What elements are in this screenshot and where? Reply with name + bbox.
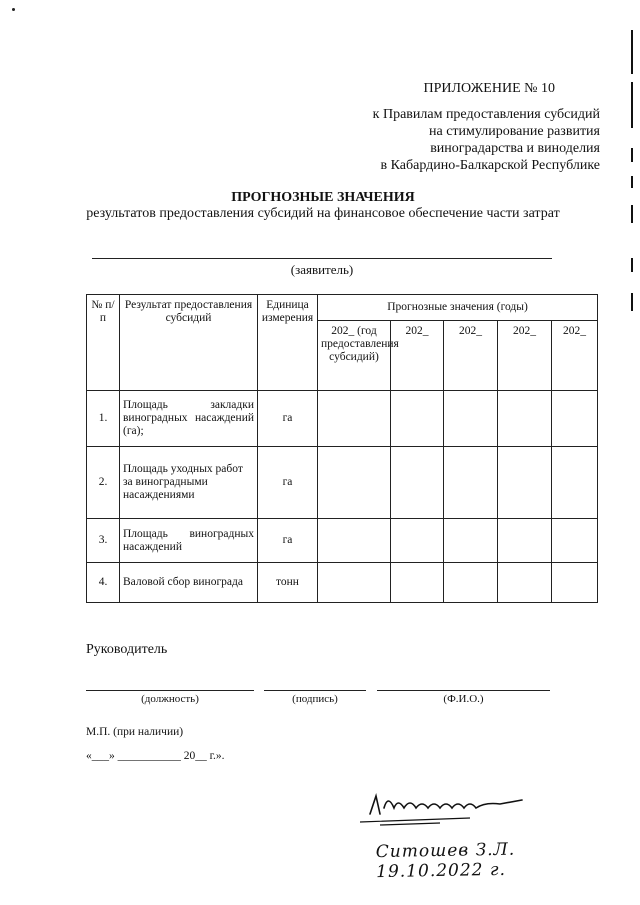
value-cell[interactable] (498, 519, 552, 563)
value-cell[interactable] (552, 519, 598, 563)
value-cell[interactable] (552, 563, 598, 603)
value-cell[interactable] (498, 391, 552, 447)
value-cell[interactable] (552, 447, 598, 519)
document-title (80, 190, 566, 222)
value-cell[interactable] (391, 391, 444, 447)
row-num: 3. (87, 519, 120, 563)
name-fill-line[interactable] (377, 690, 550, 691)
handwritten-signature (340, 788, 530, 830)
table-row (87, 519, 598, 563)
signature-label: (подпись) (292, 693, 338, 705)
header-year: 202_ (444, 321, 498, 391)
row-result: Площадь уходных работ за виноградными насаждениями (120, 447, 258, 519)
scan-dot (12, 8, 15, 11)
row-unit: га (258, 391, 318, 447)
row-num: 4. (87, 563, 120, 603)
header-year: 202_ (391, 321, 444, 391)
table-row (87, 391, 598, 447)
handwritten-note: Ситошев З.Л. 19.10.2022 г. (375, 839, 516, 883)
appendix-header (300, 80, 600, 174)
appendix-line: в Кабардино-Балкарской Республике (380, 158, 600, 173)
header-num: № п/п (87, 295, 120, 391)
position-label: (должность) (141, 693, 199, 705)
row-num: 1. (87, 391, 120, 447)
appendix-line: на стимулирование развития (429, 124, 600, 139)
row-result: Валовой сбор винограда (120, 563, 258, 603)
value-cell[interactable] (318, 391, 391, 447)
value-cell[interactable] (444, 563, 498, 603)
header-forecast: Прогнозные значения (годы) (318, 295, 598, 321)
signature-fill-line[interactable] (264, 690, 366, 691)
row-result: Площадь виноградных насаждений (120, 519, 258, 563)
header-year: 202_ (год предоставления субсидий) (318, 321, 391, 391)
value-cell[interactable] (498, 563, 552, 603)
name-label: (Ф.И.О.) (443, 693, 484, 705)
position-fill-line[interactable] (86, 690, 254, 691)
value-cell[interactable] (444, 447, 498, 519)
table-row (87, 447, 598, 519)
stamp-note: М.П. (при наличии) (86, 726, 184, 738)
row-unit: га (258, 519, 318, 563)
row-num: 2. (87, 447, 120, 519)
row-unit: тонн (258, 563, 318, 603)
forecast-table (86, 294, 598, 603)
table-row (87, 563, 598, 603)
head-label: Руководитель (86, 642, 168, 657)
value-cell[interactable] (498, 447, 552, 519)
appendix-line: к Правилам предоставления субсидий (372, 107, 600, 122)
header-year: 202_ (498, 321, 552, 391)
appendix-number: ПРИЛОЖЕНИЕ № 10 (423, 81, 555, 96)
applicant-fill-line (92, 258, 552, 259)
value-cell[interactable] (552, 391, 598, 447)
value-cell[interactable] (318, 519, 391, 563)
appendix-line: виноградарства и виноделия (430, 141, 600, 156)
value-cell[interactable] (318, 563, 391, 603)
value-cell[interactable] (391, 563, 444, 603)
row-result: Площадь закладки виноградных насаждений (га); (120, 391, 258, 447)
header-result: Результат предоставления субсидий (120, 295, 258, 391)
title-subtitle: результатов предоставления субсидий на финансовое обеспечение части затрат (86, 206, 560, 221)
value-cell[interactable] (391, 519, 444, 563)
title-main: ПРОГНОЗНЫЕ ЗНАЧЕНИЯ (231, 190, 415, 205)
value-cell[interactable] (444, 519, 498, 563)
date-template: «___» ___________ 20__ г.». (86, 750, 225, 762)
value-cell[interactable] (444, 391, 498, 447)
header-unit: Единица измерения (258, 295, 318, 391)
value-cell[interactable] (318, 447, 391, 519)
value-cell[interactable] (391, 447, 444, 519)
header-year: 202_ (552, 321, 598, 391)
applicant-label: (заявитель) (290, 262, 354, 277)
row-unit: га (258, 447, 318, 519)
